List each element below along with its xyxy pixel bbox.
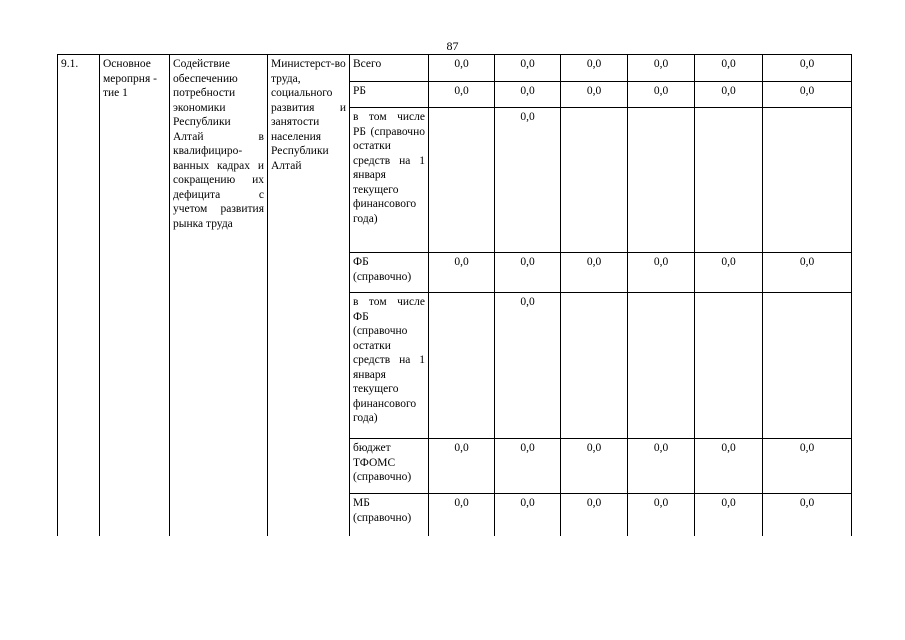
value-cell: 0,0 (628, 494, 695, 536)
value-cell (628, 108, 695, 253)
value-cell: 0,0 (495, 439, 561, 494)
value-cell: 0,0 (695, 494, 763, 536)
source-label: в том числе РБ (справочно остатки средств на 1 января текущего финансового года) (350, 108, 429, 253)
source-label: Всего (350, 55, 429, 82)
value-cell (429, 108, 495, 253)
source-label: в том числе ФБ (справочно остатки средств на 1 января текущего финансового года) (350, 293, 429, 439)
activity-line: Основное (103, 58, 151, 70)
table-row (58, 55, 852, 82)
source-label: ФБ (справочно) (350, 253, 429, 293)
page-number: 87 (446, 39, 459, 53)
value-cell: 0,0 (695, 439, 763, 494)
source-label: РБ (350, 82, 429, 108)
value-cell (695, 108, 763, 253)
budget-table (57, 54, 852, 536)
value-cell: 0,0 (495, 55, 561, 82)
value-cell: 0,0 (695, 82, 763, 108)
source-label: МБ (справочно) (350, 494, 429, 536)
value-cell: 0,0 (429, 55, 495, 82)
value-cell: 0,0 (695, 55, 763, 82)
value-cell: 0,0 (628, 439, 695, 494)
value-cell: 0,0 (429, 82, 495, 108)
activity-line: тие 1 (103, 87, 128, 99)
value-cell: 0,0 (628, 82, 695, 108)
value-cell: 0,0 (429, 494, 495, 536)
value-cell: 0,0 (561, 253, 628, 293)
row-index: 9.1. (58, 55, 100, 536)
value-cell: 0,0 (763, 253, 852, 293)
value-cell (763, 293, 852, 439)
value-cell: 0,0 (495, 293, 561, 439)
value-cell (561, 108, 628, 253)
activity-cell (100, 55, 170, 536)
value-cell: 0,0 (429, 253, 495, 293)
value-cell: 0,0 (763, 494, 852, 536)
value-cell: 0,0 (561, 494, 628, 536)
value-cell: 0,0 (495, 253, 561, 293)
source-label: бюджет ТФОМС (справочно) (350, 439, 429, 494)
value-cell (561, 293, 628, 439)
value-cell: 0,0 (429, 439, 495, 494)
value-cell: 0,0 (628, 253, 695, 293)
value-cell: 0,0 (495, 82, 561, 108)
value-cell (695, 293, 763, 439)
value-cell: 0,0 (561, 55, 628, 82)
value-cell: 0,0 (561, 82, 628, 108)
value-cell (763, 108, 852, 253)
value-cell: 0,0 (695, 253, 763, 293)
executor-cell: Министерст-во труда, социального развития и занятости населения Республики Алтай (268, 55, 350, 536)
value-cell: 0,0 (495, 108, 561, 253)
value-cell: 0,0 (763, 439, 852, 494)
value-cell: 0,0 (495, 494, 561, 536)
value-cell: 0,0 (763, 82, 852, 108)
value-cell: 0,0 (628, 55, 695, 82)
value-cell (429, 293, 495, 439)
value-cell: 0,0 (561, 439, 628, 494)
activity-line: меропрня - (103, 72, 157, 85)
goal-cell: Содействие обеспечению потребности экономики Республики Алтай в квалифициро-ванных кадрах и сокращению их дефицита с учетом развития рынка труда (170, 55, 268, 536)
value-cell: 0,0 (763, 55, 852, 82)
value-cell (628, 293, 695, 439)
